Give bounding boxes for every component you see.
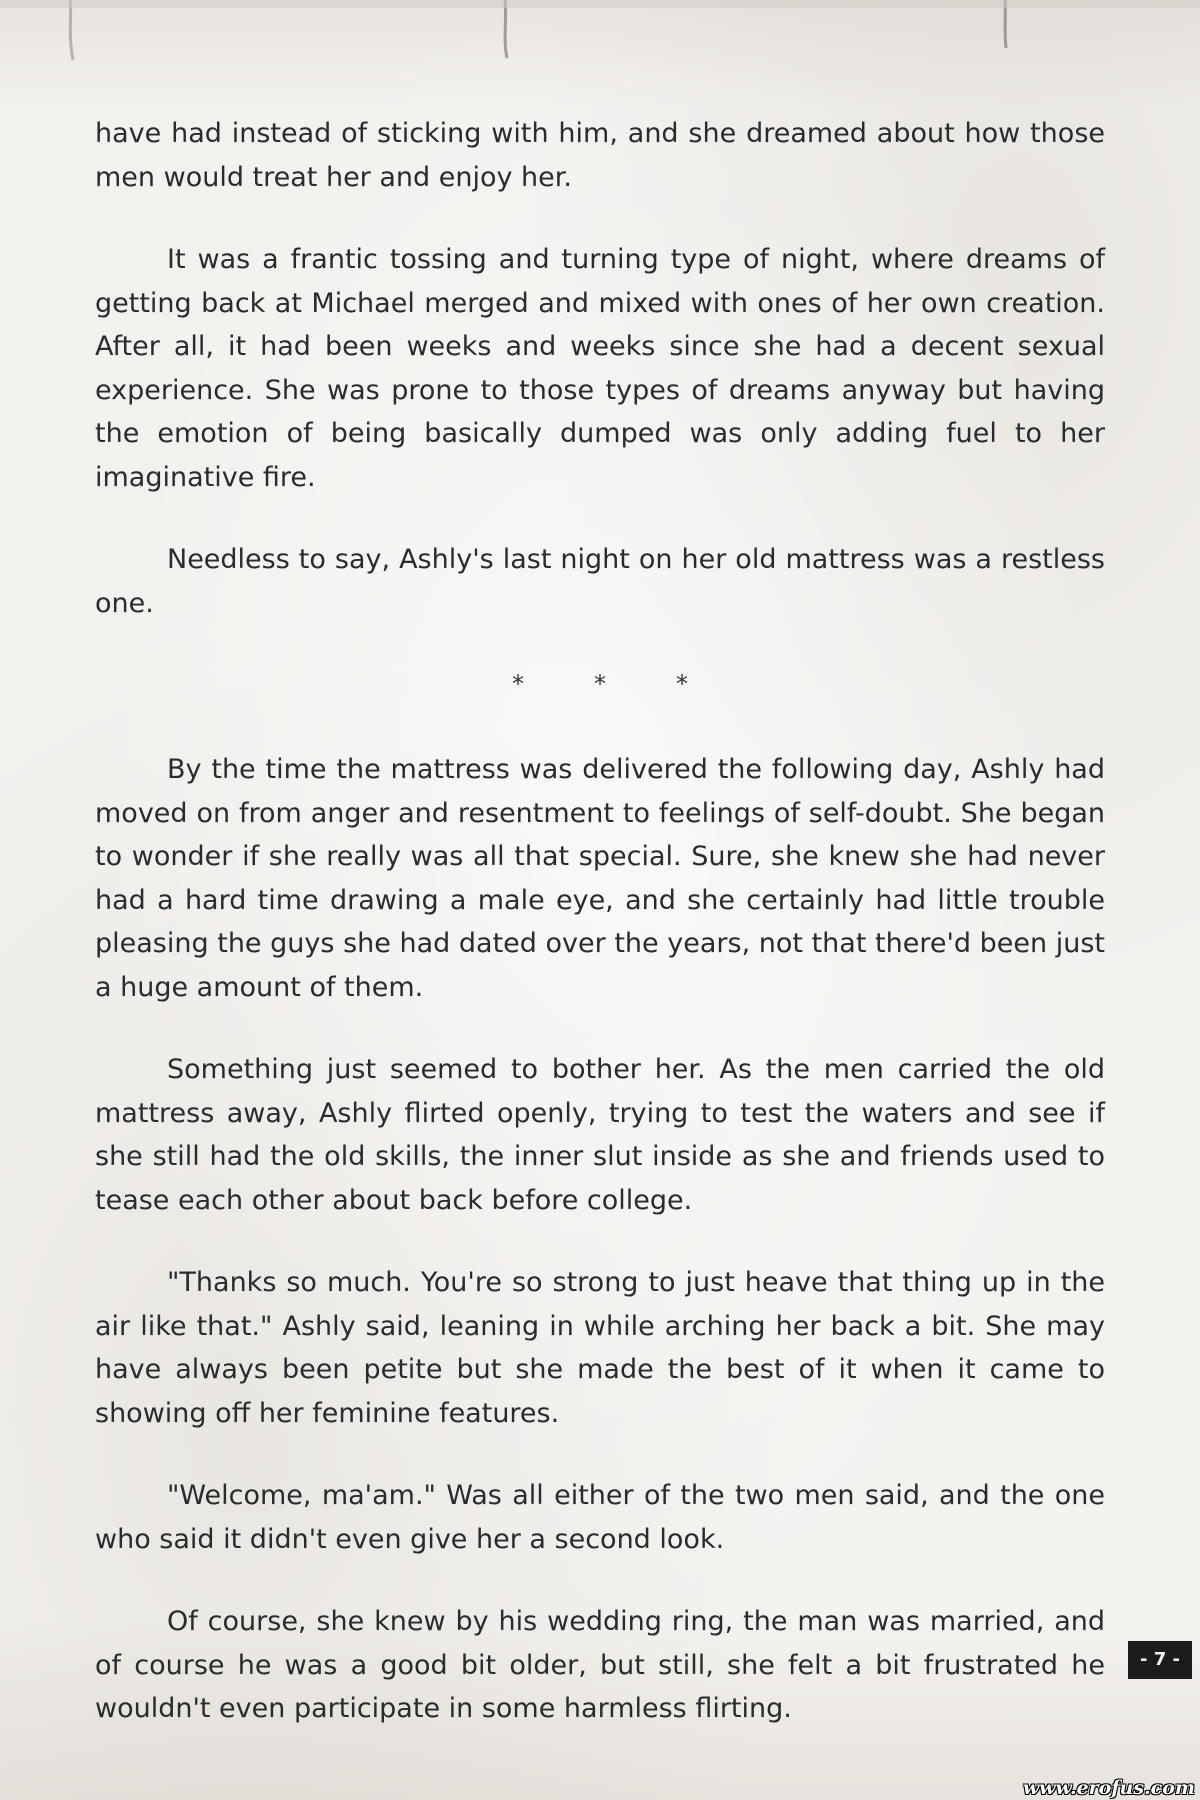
paragraph: Something just seemed to bother her. As the men carried the old mattress away, Ashly flirted openly, trying to test the waters and see if she still had the old skills, the inner slut inside as she and friends used to tease each other about back before college. — [95, 1054, 1105, 1216]
paragraph: Of course, she knew by his wedding ring, the man was married, and of course he was a good bit older, but still, she felt a bit frustrated he wouldn't even participate in some harmless flirting. — [95, 1606, 1105, 1724]
separator-asterisk: * — [594, 670, 606, 698]
paragraph: "Welcome, ma'am." Was all either of the two men said, and the one who said it didn't even give her a second look. — [95, 1480, 1105, 1555]
paper-edge-marks — [0, 0, 1200, 70]
separator-asterisk: * — [512, 670, 524, 698]
body-text — [95, 112, 1105, 1770]
site-watermark: www.erofus.com — [1022, 1777, 1195, 1799]
page-number: - 7 - — [1128, 1641, 1192, 1679]
paragraph: have had instead of sticking with him, and she dreamed about how those men would treat her and enjoy her. — [95, 118, 1105, 193]
paragraph: "Thanks so much. You're so strong to just heave that thing up in the air like that." Ashly said, leaning in while arching her back a bit. She may have always been petite but she made the best of it when it came to showing off her feminine features. — [95, 1267, 1105, 1429]
paragraph: Needless to say, Ashly's last night on her old mattress was a restless one. — [95, 544, 1105, 619]
section-separator — [95, 664, 1105, 704]
paragraph: By the time the mattress was delivered the following day, Ashly had moved on from anger and resentment to feelings of self-doubt. She began to wonder if she really was all that special. Sure, she knew she had never had a hard time drawing a male eye, and she certainly had little trouble pleasing the guys she had dated over the years, not that there'd been just a huge amount of them. — [95, 754, 1105, 1003]
separator-asterisk: * — [676, 670, 688, 698]
paragraph: It was a frantic tossing and turning type of night, where dreams of getting back at Michael merged and mixed with ones of her own creation. After all, it had been weeks and weeks since she had a decent sexual experience. She was prone to those types of dreams anyway but having the emotion of being basically dumped was only adding fuel to her imaginative fire. — [95, 244, 1105, 493]
